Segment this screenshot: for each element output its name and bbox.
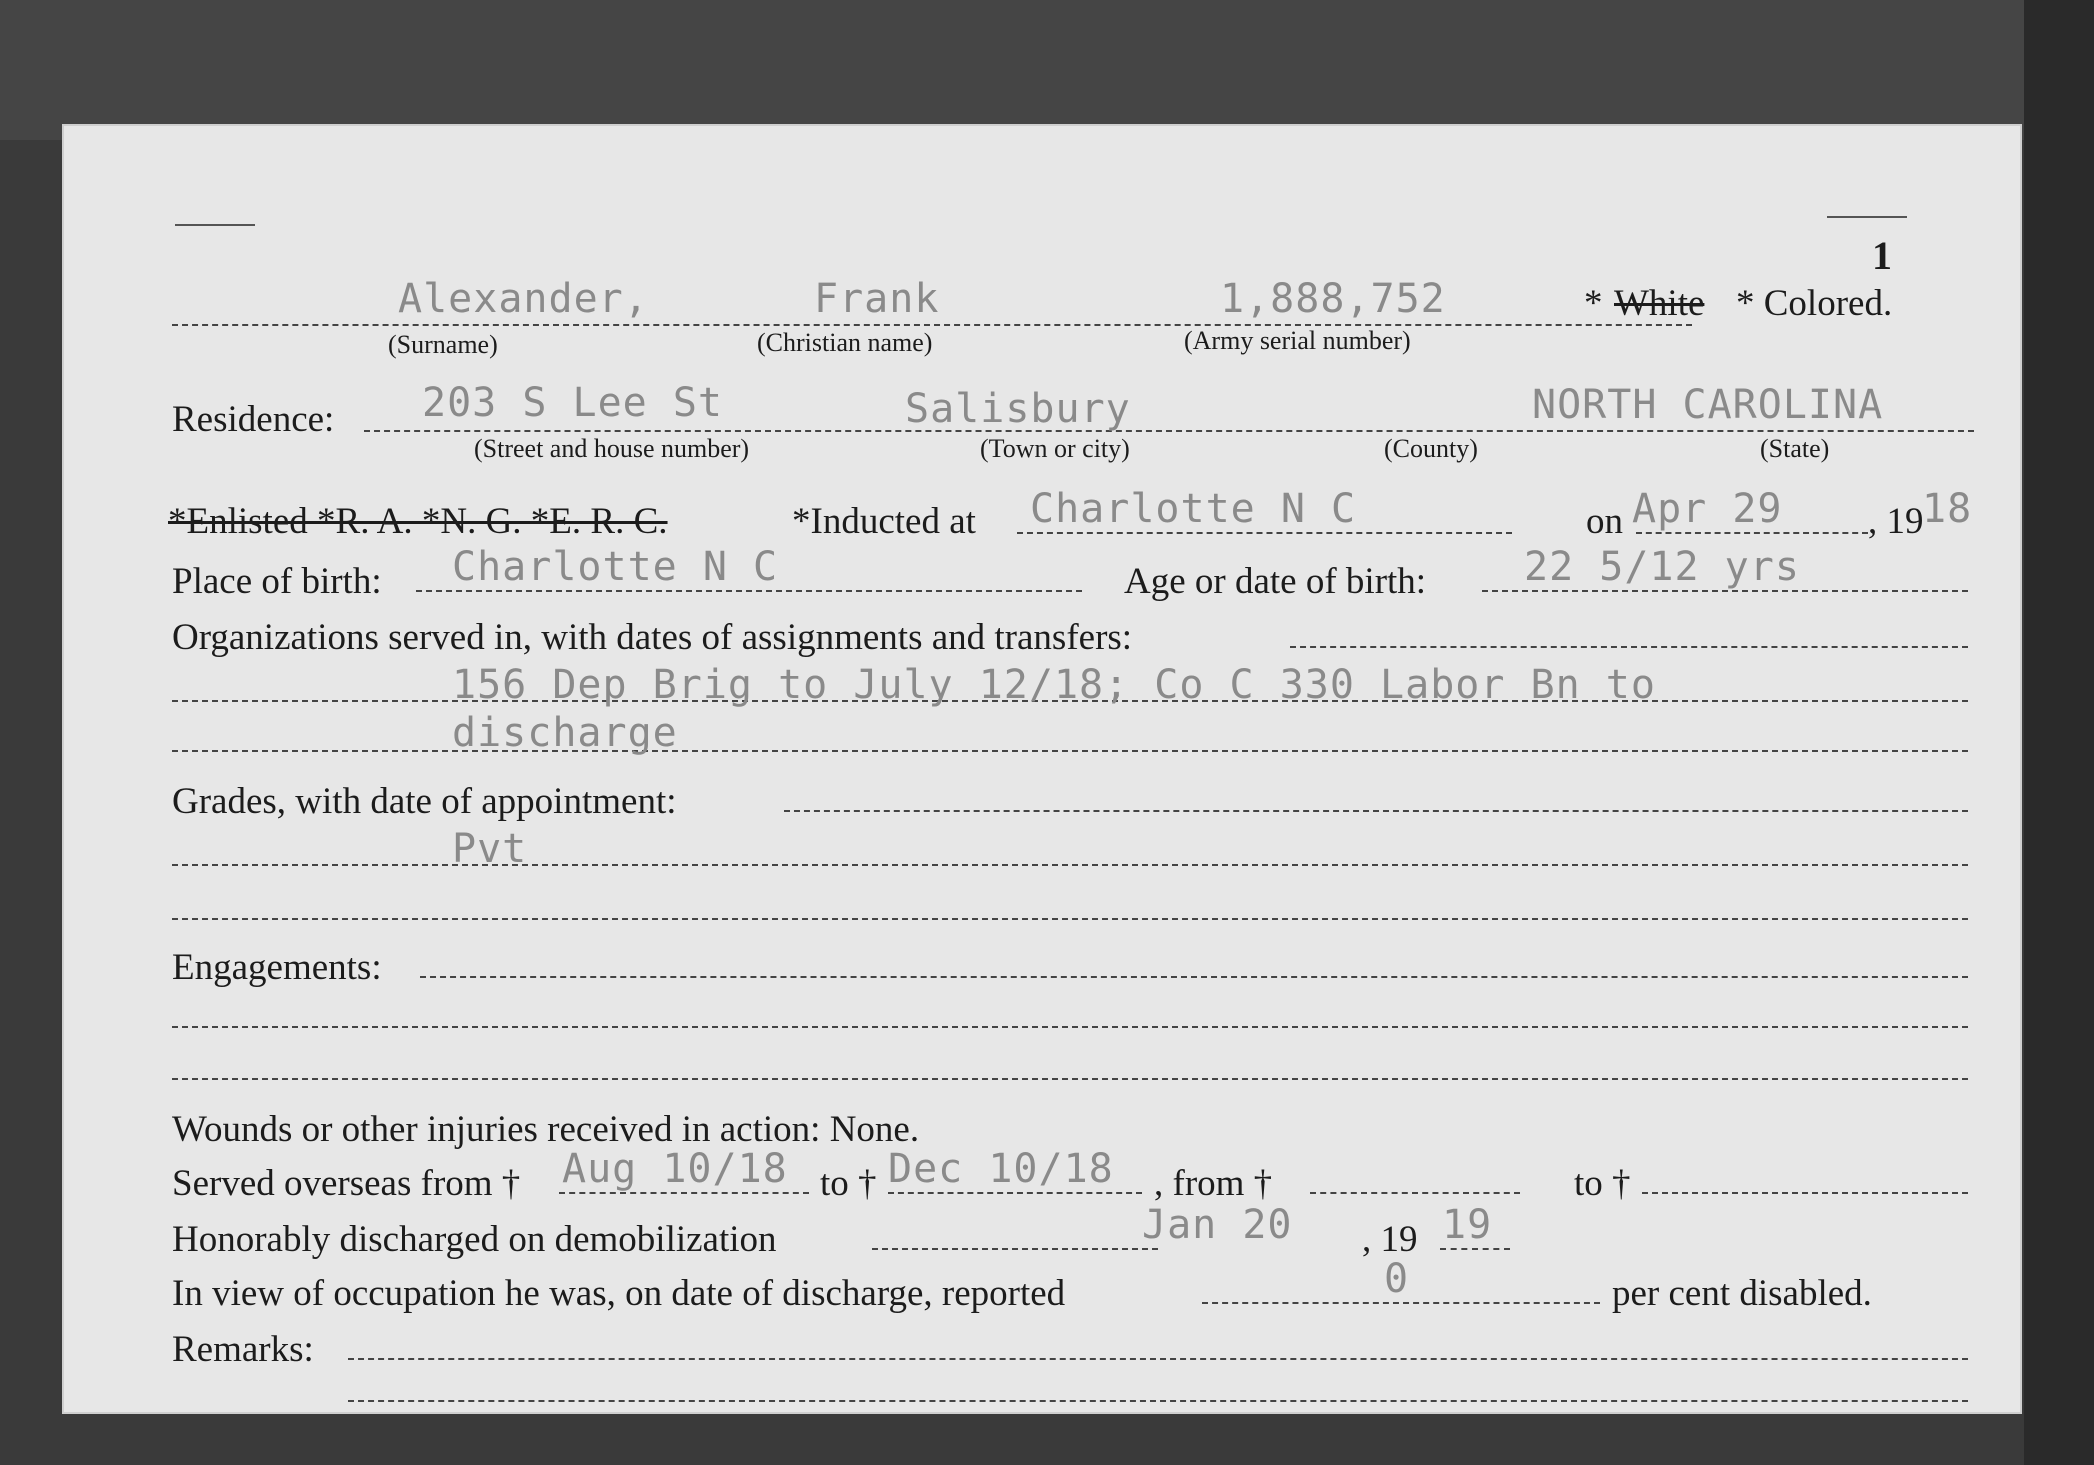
serial-number-value: 1,888,752 bbox=[1220, 276, 1446, 322]
scan-background-top bbox=[0, 0, 2094, 140]
christian-name-value: Frank bbox=[814, 276, 940, 322]
age-label: Age or date of birth: bbox=[1124, 561, 1427, 602]
race-colored-label: * Colored. bbox=[1736, 283, 1893, 324]
induction-year-value: 18 bbox=[1922, 486, 1973, 532]
surname-value: Alexander, bbox=[398, 276, 649, 322]
race-white-label: White bbox=[1614, 283, 1705, 324]
overseas-from-value: Aug 10/18 bbox=[562, 1146, 788, 1192]
residence-state-value: NORTH CAROLINA bbox=[1532, 382, 1884, 428]
service-record-card bbox=[62, 124, 2022, 1414]
wounds-label: Wounds or other injuries received in action: None. bbox=[172, 1109, 920, 1150]
grades-label: Grades, with date of appointment: bbox=[172, 781, 677, 822]
overseas-to2-line bbox=[1642, 1192, 1968, 1194]
induction-year-prefix: , 19 bbox=[1868, 501, 1924, 542]
disability-suffix: per cent disabled. bbox=[1612, 1273, 1872, 1314]
discharge-year-line bbox=[1440, 1248, 1510, 1250]
induction-place-value: Charlotte N C bbox=[1030, 486, 1357, 532]
induction-on-label: on bbox=[1586, 501, 1623, 542]
disability-label: In view of occupation he was, on date of discharge, reported bbox=[172, 1273, 1066, 1314]
serial-caption: (Army serial number) bbox=[1184, 326, 1411, 355]
overseas-to-line bbox=[888, 1192, 1142, 1194]
top-right-dash bbox=[1827, 216, 1907, 218]
surname-caption: (Surname) bbox=[388, 330, 498, 359]
overseas-from2-line bbox=[1310, 1192, 1520, 1194]
inducted-label: *Inducted at bbox=[792, 501, 976, 542]
organizations-value-line-2: discharge bbox=[452, 710, 678, 756]
grades-line-1 bbox=[172, 864, 1968, 866]
discharge-date-line bbox=[872, 1248, 1158, 1250]
remarks-label: Remarks: bbox=[172, 1329, 314, 1370]
grades-line-2 bbox=[172, 918, 1968, 920]
organizations-value-line-1: 156 Dep Brig to July 12/18; Co C 330 Labor Bn to bbox=[452, 662, 1656, 708]
county-caption: (County) bbox=[1384, 434, 1478, 463]
age-value: 22 5/12 yrs bbox=[1524, 544, 1800, 590]
enlisted-struck-label: *Enlisted *R. A. *N. G. *E. R. C. bbox=[168, 501, 668, 542]
age-line bbox=[1482, 590, 1968, 592]
name-line bbox=[172, 324, 1692, 326]
discharge-date-value: Jan 20 bbox=[1142, 1202, 1293, 1248]
overseas-from2-label: , from † bbox=[1154, 1163, 1273, 1204]
organizations-line-2 bbox=[172, 750, 1968, 752]
remarks-line-1 bbox=[348, 1358, 1968, 1360]
engagements-label: Engagements: bbox=[172, 947, 382, 988]
induction-date-line bbox=[1636, 532, 1868, 534]
discharge-year-prefix: , 19 bbox=[1362, 1219, 1418, 1260]
remarks-line-2 bbox=[348, 1400, 1968, 1402]
engagements-line-2 bbox=[172, 1026, 1968, 1028]
residence-line bbox=[364, 430, 1974, 432]
birth-place-value: Charlotte N C bbox=[452, 544, 779, 590]
overseas-label: Served overseas from † bbox=[172, 1163, 521, 1204]
grades-label-line bbox=[784, 810, 1968, 812]
overseas-to-label: to † bbox=[820, 1163, 877, 1204]
residence-label: Residence: bbox=[172, 399, 335, 440]
grades-value: Pvt bbox=[452, 826, 528, 872]
residence-street-value: 203 S Lee St bbox=[422, 380, 723, 426]
disability-line bbox=[1202, 1302, 1600, 1304]
overseas-from-line bbox=[559, 1192, 809, 1194]
overseas-to-value: Dec 10/18 bbox=[888, 1146, 1114, 1192]
disability-percent-value: 0 bbox=[1384, 1256, 1410, 1302]
card-number: 1 bbox=[1872, 233, 1892, 278]
induction-place-line bbox=[1017, 532, 1512, 534]
organizations-label: Organizations served in, with dates of assignments and transfers: bbox=[172, 617, 1133, 658]
state-caption: (State) bbox=[1760, 434, 1830, 463]
induction-date-value: Apr 29 bbox=[1632, 486, 1783, 532]
discharge-year-value: 19 bbox=[1442, 1202, 1493, 1248]
birth-place-line bbox=[416, 590, 1082, 592]
engagements-line-1 bbox=[420, 976, 1968, 978]
organizations-label-line bbox=[1290, 646, 1968, 648]
race-white-marker: * bbox=[1584, 283, 1603, 324]
top-left-dash bbox=[175, 224, 255, 226]
discharge-label: Honorably discharged on demobilization bbox=[172, 1219, 777, 1260]
scan-background-right bbox=[2024, 0, 2094, 1465]
birth-place-label: Place of birth: bbox=[172, 561, 382, 602]
street-caption: (Street and house number) bbox=[474, 434, 750, 463]
engagements-line-3 bbox=[172, 1078, 1968, 1080]
overseas-to2-label: to † bbox=[1574, 1163, 1631, 1204]
town-caption: (Town or city) bbox=[980, 434, 1130, 463]
residence-town-value: Salisbury bbox=[905, 386, 1131, 432]
christian-caption: (Christian name) bbox=[757, 328, 933, 357]
